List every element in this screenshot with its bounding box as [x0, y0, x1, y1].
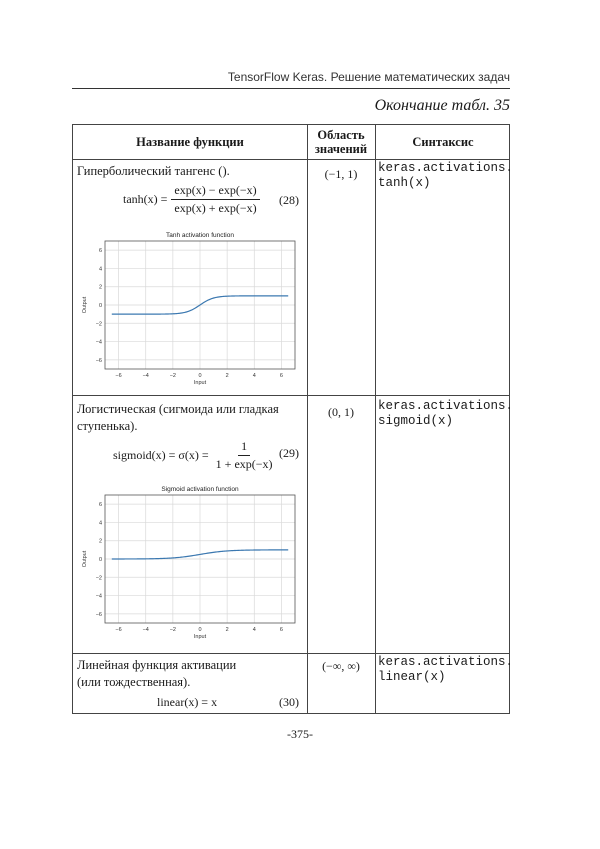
eq-number-29: (29)	[279, 446, 299, 460]
x-tick-label: 2	[225, 373, 229, 379]
x-tick-label: −4	[142, 373, 149, 379]
header-syntax: Синтаксис	[412, 134, 474, 149]
tanh-plot	[79, 229, 301, 398]
x-tick-label: 4	[252, 373, 256, 379]
syntax-line: keras.activations.	[378, 655, 514, 669]
y-tick-label: −2	[95, 575, 102, 582]
sigmoid-formula	[113, 439, 276, 472]
x-tick-label: −6	[115, 373, 122, 379]
y-tick-label: −6	[95, 611, 102, 618]
header-range	[307, 125, 375, 159]
sigmoid-formula-lhs: sigmoid(x) = σ(x) =	[113, 448, 209, 462]
y-tick-label: −2	[95, 321, 102, 328]
x-tick-label: 0	[198, 373, 202, 379]
y-tick-label: 4	[98, 520, 102, 527]
row-tanh-name: Гиперболический тангенс ().	[77, 164, 230, 178]
eq-number-30: (30)	[279, 695, 299, 709]
y-tick-label: 0	[98, 303, 102, 309]
header-range-line2: значений	[314, 142, 368, 156]
header-name: Название функции	[136, 134, 244, 149]
x-tick-label: −2	[169, 627, 176, 633]
tanh-numerator: exp(x) − exp(−x)	[171, 183, 259, 200]
tanh-formula-lhs: tanh(x) =	[123, 192, 168, 206]
y-tick-label: 2	[98, 284, 102, 291]
syntax-line: linear(x)	[378, 670, 446, 684]
y-tick-label: −6	[95, 357, 102, 364]
y-tick-label: 0	[98, 557, 102, 563]
x-tick-label: 4	[252, 627, 256, 633]
eq-number-28: (28)	[279, 193, 299, 207]
y-tick-label: 6	[98, 248, 102, 255]
sigmoid-fraction	[213, 439, 276, 472]
page-number: -375-	[287, 727, 313, 741]
x-axis-label: Input	[193, 380, 207, 386]
tanh-fraction	[171, 183, 259, 216]
row-linear-syntax	[378, 655, 513, 685]
y-axis-label: Output	[82, 296, 88, 314]
syntax-line: keras.activations.	[378, 161, 514, 175]
syntax-line: sigmoid(x)	[378, 414, 454, 428]
row-sigmoid-name-line1: Логистическая (сигмоида или гладкая	[77, 402, 279, 416]
row-sigmoid-name-line2: ступенька).	[77, 418, 138, 433]
row-tanh-range: (−1, 1)	[324, 167, 358, 181]
y-tick-label: 4	[98, 266, 102, 273]
header-divider	[73, 159, 509, 160]
row-sigmoid-range: (0, 1)	[328, 405, 354, 419]
y-tick-label: 2	[98, 538, 102, 545]
header-range-line1: Область	[317, 127, 365, 142]
plot-title: Sigmoid activation function	[161, 486, 239, 493]
running-head: TensorFlow Keras. Решение математических задач	[72, 70, 510, 89]
x-axis-label: Input	[193, 634, 207, 640]
syntax-line: tanh(x)	[378, 176, 431, 190]
column-divider	[375, 125, 376, 713]
plot-title: Tanh activation function	[166, 232, 234, 239]
sigmoid-plot-svg	[79, 483, 301, 647]
tanh-plot-svg	[79, 229, 301, 393]
sigmoid-numerator: 1	[238, 439, 250, 456]
tanh-denominator: exp(x) + exp(−x)	[174, 201, 257, 215]
row-sigmoid-syntax	[378, 399, 513, 429]
x-tick-label: 6	[279, 373, 283, 379]
row-linear-name-line1: Линейная функция активации	[77, 658, 237, 672]
x-tick-label: 0	[198, 627, 202, 633]
syntax-line: keras.activations.	[378, 399, 514, 413]
row-divider	[73, 653, 509, 654]
y-tick-label: −4	[95, 339, 102, 346]
tanh-formula	[123, 183, 260, 216]
x-tick-label: −2	[169, 373, 176, 379]
sigmoid-plot	[79, 483, 301, 652]
row-linear-name	[77, 657, 236, 691]
linear-formula: linear(x) = x	[157, 695, 218, 709]
activation-functions-table	[72, 124, 514, 714]
x-tick-label: −6	[115, 627, 122, 633]
y-tick-label: −4	[95, 593, 102, 600]
row-tanh-syntax	[378, 161, 513, 191]
x-tick-label: −4	[142, 627, 149, 633]
y-axis-label: Output	[82, 550, 88, 568]
table-caption: Окончание табл. 35	[374, 97, 510, 114]
row-linear-name-line2: (или тождественная).	[77, 674, 191, 689]
y-tick-label: 6	[98, 502, 102, 509]
x-tick-label: 2	[225, 627, 229, 633]
x-tick-label: 6	[279, 627, 283, 633]
row-sigmoid-name	[77, 401, 279, 435]
row-linear-range: (−∞, ∞)	[322, 659, 360, 673]
sigmoid-denominator: 1 + exp(−x)	[215, 457, 273, 471]
